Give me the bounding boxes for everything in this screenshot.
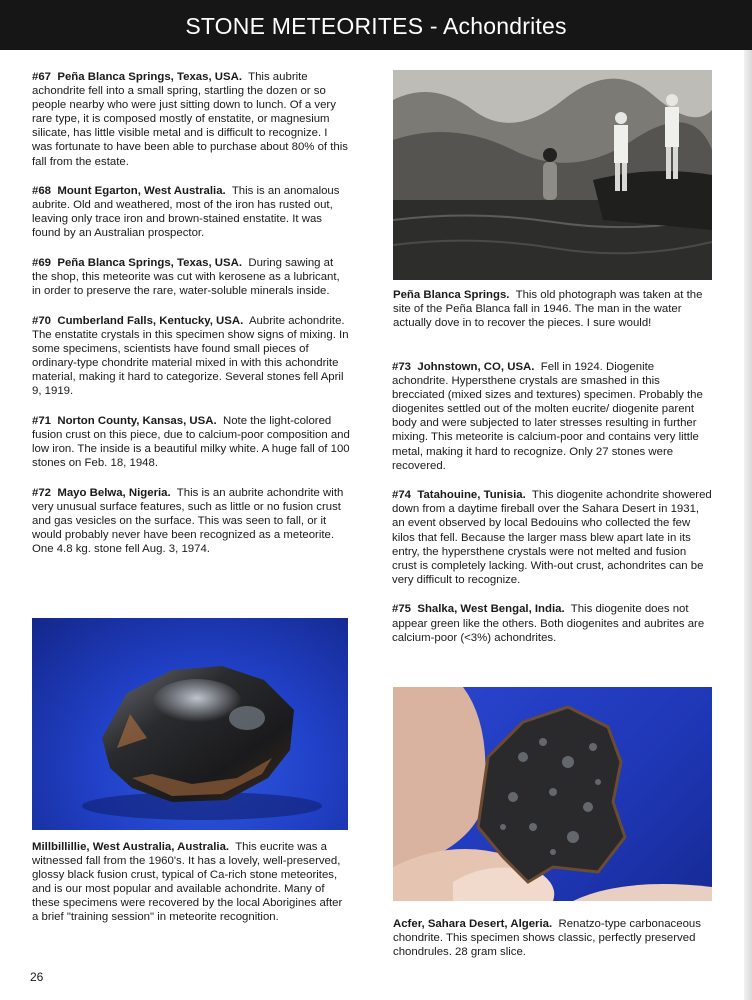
entry-number: #70 xyxy=(32,314,52,327)
entry-text: This diogenite does not appear green like the others. Both diogenites and aubrites are calcium-poor (<3%) achondrites. xyxy=(392,603,705,644)
caption-text: Renatzo-type carbonaceous chondrite. This specimen shows classic, perfectly preserved chondrules. 28 gram slice. xyxy=(393,918,701,959)
entry-text: This is an aubrite achondrite with very unusual surface features, such as little or no fusion crust and gas vesicles on the surface. This was seen to fall, or it would probably never have been recognized as a meteorite. One 4.8 kg. stone fell Aug. 3, 1974. xyxy=(32,486,344,556)
entry-number: #71 xyxy=(32,414,52,427)
entry-place: Cumberland Falls, Kentucky, USA. xyxy=(57,314,244,327)
entry-text: Aubrite achondrite. The enstatite crystals in this specimen show signs of mixing. In some specimens, scientists have found small pieces of ordinary-type chondrite material mixed in with this achondrite material, making it hard to categorize. Several stones fell April 9, 1919. xyxy=(32,314,349,398)
entry-text: Fell in 1924. Diogenite achondrite. Hypersthene crystals are smashed in this brecciated (mixed sizes and textures) specimen. Probably the diogenites settled out of the molten eucrite/ diogenite parent body and were subjected to later stresses resulting in further mixing. This meteorite is calcium-poor and contains very little metal, making it hard to recognize. Only 27 stones were recovered. xyxy=(392,361,703,472)
entry-place: Peña Blanca Springs, Texas, USA. xyxy=(57,71,242,83)
caption-place: Peña Blanca Springs. xyxy=(393,289,510,301)
right-column xyxy=(392,360,712,660)
caption-text: This eucrite was a witnessed fall from the 1960's. It has a lovely, well-preserved, glossy black fusion crust, typical of Ca-rich stone meteorites, and is our most popular and available achondrite. Many of these specimens were recovered by the local Aborigines after a brief "training session" in meteorite recognition. xyxy=(32,841,343,924)
springs-illustration xyxy=(393,70,712,280)
entry-place: Mayo Belwa, Nigeria. xyxy=(57,486,171,499)
entry-number: #67 xyxy=(32,71,52,83)
entry-text: This aubrite achondrite fell into a small spring, startling the dozen or so people nearby who were just sitting down to lunch. Of a very rare type, it is composed mostly of enstatite, or magnesium silicate, has little visible metal and is difficult to recognize. I was fortunate to have been able to purchase about 80% of this fall from the estate. xyxy=(32,71,348,168)
entry-number: #69 xyxy=(32,257,52,270)
pena-blanca-springs-photo xyxy=(393,70,712,280)
entry-73 xyxy=(392,360,712,473)
entry-place: Shalka, West Bengal, India. xyxy=(417,603,565,616)
millbillillie-meteorite-photo xyxy=(32,618,348,830)
caption-place: Millbillillie, West Australia, Australia. xyxy=(32,841,230,853)
entry-67 xyxy=(32,70,350,169)
entry-text: This diogenite achondrite showered down from a daytime fireball over the Sahara Desert in 1931, an event observed by local Bedouins who collected the few kilos that fell. Because the larger mass blew apart late in its entry, the hypersthene crystals were not melted and fusion crust is completely lacking. With-out crust, achondrites can be very difficult to recognize. xyxy=(392,489,712,586)
page-title: STONE METEORITES - Achondrites xyxy=(185,13,567,39)
entry-text: During sawing at the shop, this meteorite was cut with kerosene as a lubricant, in order to preserve the rare, water-soluble minerals inside. xyxy=(32,257,340,298)
entry-text: Note the light-colored fusion crust on this piece, due to calcium-poor composition and low iron. The inside is a beautiful milky white. A huge fall of 100 stones on Feb. 18, 1948. xyxy=(32,414,350,470)
entry-number: #73 xyxy=(392,361,412,373)
entry-68 xyxy=(32,184,350,240)
entry-75 xyxy=(392,602,712,644)
entry-place: Mount Egarton, West Australia. xyxy=(57,185,226,198)
caption-acfer xyxy=(393,917,713,959)
slice-illustration xyxy=(393,687,712,901)
entry-text: This is an anomalous aubrite. Old and weathered, most of the iron has rusted out, leaving only trace iron and brown-stained enstatite. It was found by an Australian prospector. xyxy=(32,185,340,240)
caption-place: Acfer, Sahara Desert, Algeria. xyxy=(393,918,553,930)
entry-number: #74 xyxy=(392,489,412,502)
meteorite-illustration xyxy=(32,618,348,830)
page-edge-shadow xyxy=(744,50,752,1000)
entry-70 xyxy=(32,314,350,399)
left-column xyxy=(32,70,350,572)
page-title-banner xyxy=(0,0,752,50)
entry-place: Norton County, Kansas, USA. xyxy=(57,414,217,427)
acfer-meteorite-slice-photo xyxy=(393,687,712,901)
entry-number: #68 xyxy=(32,185,52,198)
entry-74 xyxy=(392,488,712,587)
entry-place: Johnstown, CO, USA. xyxy=(417,361,535,373)
entry-69 xyxy=(32,256,350,298)
entry-number: #75 xyxy=(392,603,412,616)
entry-72 xyxy=(32,486,350,556)
entry-71 xyxy=(32,414,350,470)
entry-place: Tatahouine, Tunisia. xyxy=(417,489,526,502)
page-number: 26 xyxy=(30,970,44,984)
entry-number: #72 xyxy=(32,486,52,499)
caption-millbillillie xyxy=(32,840,350,925)
caption-text: This old photograph was taken at the site of the Peña Blanca fall in 1946. The man in the water actually dove in to recover the pieces. I sure would! xyxy=(393,289,703,330)
entry-place: Peña Blanca Springs, Texas, USA. xyxy=(57,257,242,270)
caption-pena-blanca-springs xyxy=(393,288,713,330)
